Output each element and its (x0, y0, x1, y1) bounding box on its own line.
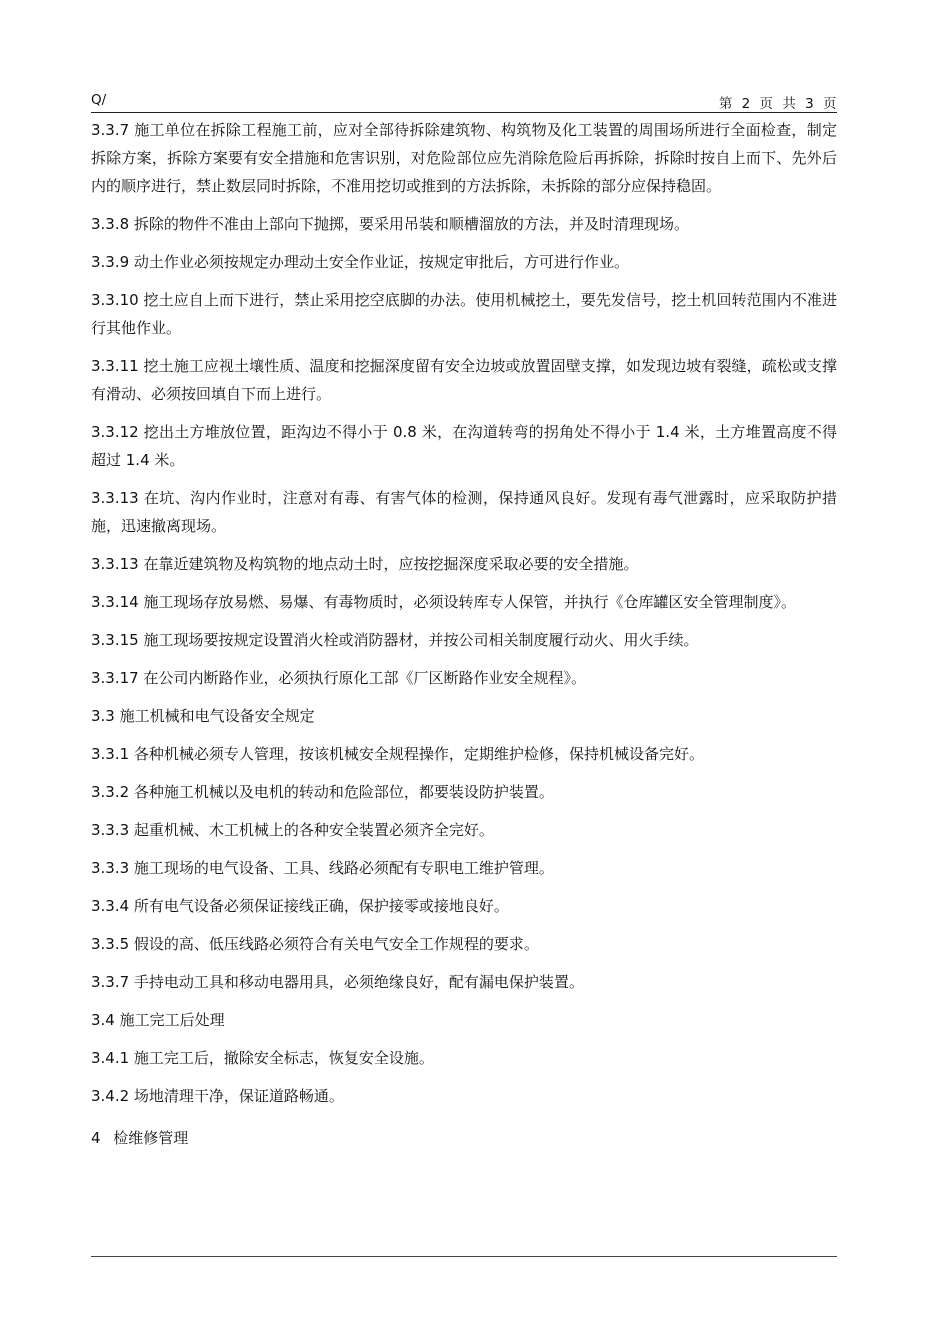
clause-3-3-17-road: 3.3.17 在公司内断路作业，必须执行原化工部《厂区断路作业安全规程》。 (91, 669, 586, 687)
chapter-heading-maintenance: 4 检维修管理 (91, 1129, 189, 1147)
page-header (91, 90, 837, 113)
clause-3-3-13-gas: 3.3.13 在坑、沟内作业时，注意对有毒、有害气体的检测，保持通风良好。发现有毒气泄露时，应采取防护措施，迅速撤离现场。 (91, 489, 837, 535)
clause-machinery-2: 3.3.2 各种施工机械以及电机的转动和危险部位，都要装设防护装置。 (91, 783, 554, 801)
clause-3-3-7-demolition: 3.3.7 施工单位在拆除工程施工前，应对全部待拆除建筑物、构筑物及化工装置的周围场所进行全面检查，制定拆除方案，拆除方案要有安全措施和危害识别，对危险部位应先消除危险后再拆除，拆除时按自上而下、先外后内的顺序进行，禁止数层同时拆除，不准用挖切或推到的方法拆除，未拆除的部分应保持稳固。 (91, 121, 837, 195)
clause-machinery-6: 3.3.5 假设的高、低压线路必须符合有关电气安全工作规程的要求。 (91, 935, 539, 953)
document-code: Q/ (91, 92, 107, 108)
clause-3-3-12: 3.3.12 挖出土方堆放位置，距沟边不得小于 0.8 米，在沟道转弯的拐角处不得小于 1.4 米，土方堆置高度不得超过 1.4 米。 (91, 423, 837, 469)
footer-divider (91, 1256, 837, 1257)
section-heading-completion: 3.4 施工完工后处理 (91, 1011, 225, 1029)
clause-3-3-10: 3.3.10 挖土应自上而下进行，禁止采用挖空底脚的办法。使用机械挖土，要先发信号，挖土机回转范围内不准进行其他作业。 (91, 291, 837, 337)
clause-machinery-1: 3.3.1 各种机械必须专人管理，按该机械安全规程操作，定期维护检修，保持机械设备完好。 (91, 745, 704, 763)
clause-3-3-15: 3.3.15 施工现场要按规定设置消火栓或消防器材，并按公司相关制度履行动火、用火手续。 (91, 631, 699, 649)
clause-3-3-13-buildings: 3.3.13 在靠近建筑物及构筑物的地点动土时，应按挖掘深度采取必要的安全措施。 (91, 555, 639, 573)
clause-machinery-3: 3.3.3 起重机械、木工机械上的各种安全装置必须齐全完好。 (91, 821, 494, 839)
clause-machinery-4: 3.3.3 施工现场的电气设备、工具、线路必须配有专职电工维护管理。 (91, 859, 554, 877)
document-body (91, 116, 837, 1152)
clause-machinery-7: 3.3.7 手持电动工具和移动电器用具，必须绝缘良好，配有漏电保护装置。 (91, 973, 584, 991)
clause-3-3-8: 3.3.8 拆除的物件不准由上部向下抛掷，要采用吊装和顺槽溜放的方法，并及时清理现场。 (91, 215, 689, 233)
clause-completion-1: 3.4.1 施工完工后，撤除安全标志，恢复安全设施。 (91, 1049, 434, 1067)
section-heading-machinery: 3.3 施工机械和电气设备安全规定 (91, 707, 315, 725)
page-number: 第 2 页 共 3 页 (718, 96, 837, 112)
clause-3-3-14: 3.3.14 施工现场存放易燃、易爆、有毒物质时，必须设转库专人保管，并执行《仓库罐区安全管理制度》。 (91, 593, 796, 611)
clause-3-3-11: 3.3.11 挖土施工应视土壤性质、温度和挖掘深度留有安全边坡或放置固壁支撑，如发现边坡有裂缝，疏松或支撑有滑动、必须按回填自下而上进行。 (91, 357, 837, 403)
clause-completion-2: 3.4.2 场地清理干净，保证道路畅通。 (91, 1087, 344, 1105)
clause-machinery-5: 3.3.4 所有电气设备必须保证接线正确，保护接零或接地良好。 (91, 897, 509, 915)
clause-3-3-9: 3.3.9 动土作业必须按规定办理动土安全作业证，按规定审批后，方可进行作业。 (91, 253, 629, 271)
